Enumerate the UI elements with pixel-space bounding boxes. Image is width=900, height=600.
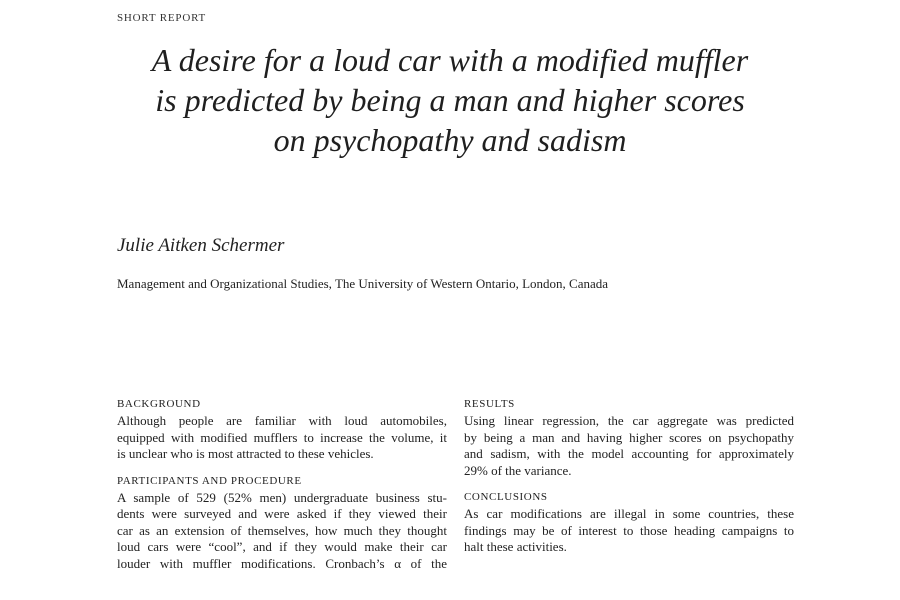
conclusions-section xyxy=(464,491,794,556)
text-line: louder with muffler modifications. Cronbach’s α of the xyxy=(117,555,447,571)
abstract-right-column xyxy=(464,398,794,568)
text-line: and sadism, with the model accounting for approximately xyxy=(464,446,794,461)
article-title xyxy=(50,40,850,160)
text-line: by being a man and having higher scores on psychopathy xyxy=(464,429,794,445)
results-text xyxy=(464,413,794,479)
text-line: halt these activities. xyxy=(464,539,567,554)
author-name: Julie Aitken Schermer xyxy=(117,235,285,256)
text-line: A sample of 529 (52% men) undergraduate business stu- xyxy=(117,489,447,505)
section-label: SHORT REPORT xyxy=(117,12,207,24)
participants-heading: PARTICIPANTS AND PROCEDURE xyxy=(117,474,302,487)
text-line: Although people are familiar with loud automobiles, xyxy=(117,413,447,428)
text-line: Using linear regression, the car aggregate was predicted xyxy=(464,413,794,428)
text-line: loud cars were “cool”, and if they would make their car xyxy=(117,539,447,554)
author-affiliation: Management and Organizational Studies, The University of Western Ontario, London, Canada xyxy=(117,276,609,291)
text-line: 29% of the variance. xyxy=(464,462,572,478)
background-section xyxy=(117,398,447,463)
results-section xyxy=(464,398,794,479)
conclusions-text xyxy=(464,506,794,556)
participants-section xyxy=(117,475,447,573)
abstract-left-column xyxy=(117,398,447,584)
text-line: As car modifications are illegal in some countries, these xyxy=(464,506,794,521)
text-line: car as an extension of themselves, how much they thought xyxy=(117,522,447,538)
background-heading: BACKGROUND xyxy=(117,398,201,410)
text-line: findings may be of interest to those heading campaigns to xyxy=(464,522,794,538)
text-line: equipped with modified mufflers to increase the volume, it xyxy=(117,429,447,445)
background-text xyxy=(117,413,447,463)
title-line: A desire for a loud car with a modified muffler xyxy=(151,42,749,78)
conclusions-heading: CONCLUSIONS xyxy=(464,491,548,503)
text-line: is unclear who is most attracted to these vehicles. xyxy=(117,446,374,461)
text-line: dents were surveyed and were asked if they viewed their xyxy=(117,506,447,521)
participants-text xyxy=(117,490,447,573)
results-heading: RESULTS xyxy=(464,398,515,410)
title-line: on psychopathy and sadism xyxy=(273,122,627,158)
title-line: is predicted by being a man and higher scores xyxy=(155,82,745,118)
